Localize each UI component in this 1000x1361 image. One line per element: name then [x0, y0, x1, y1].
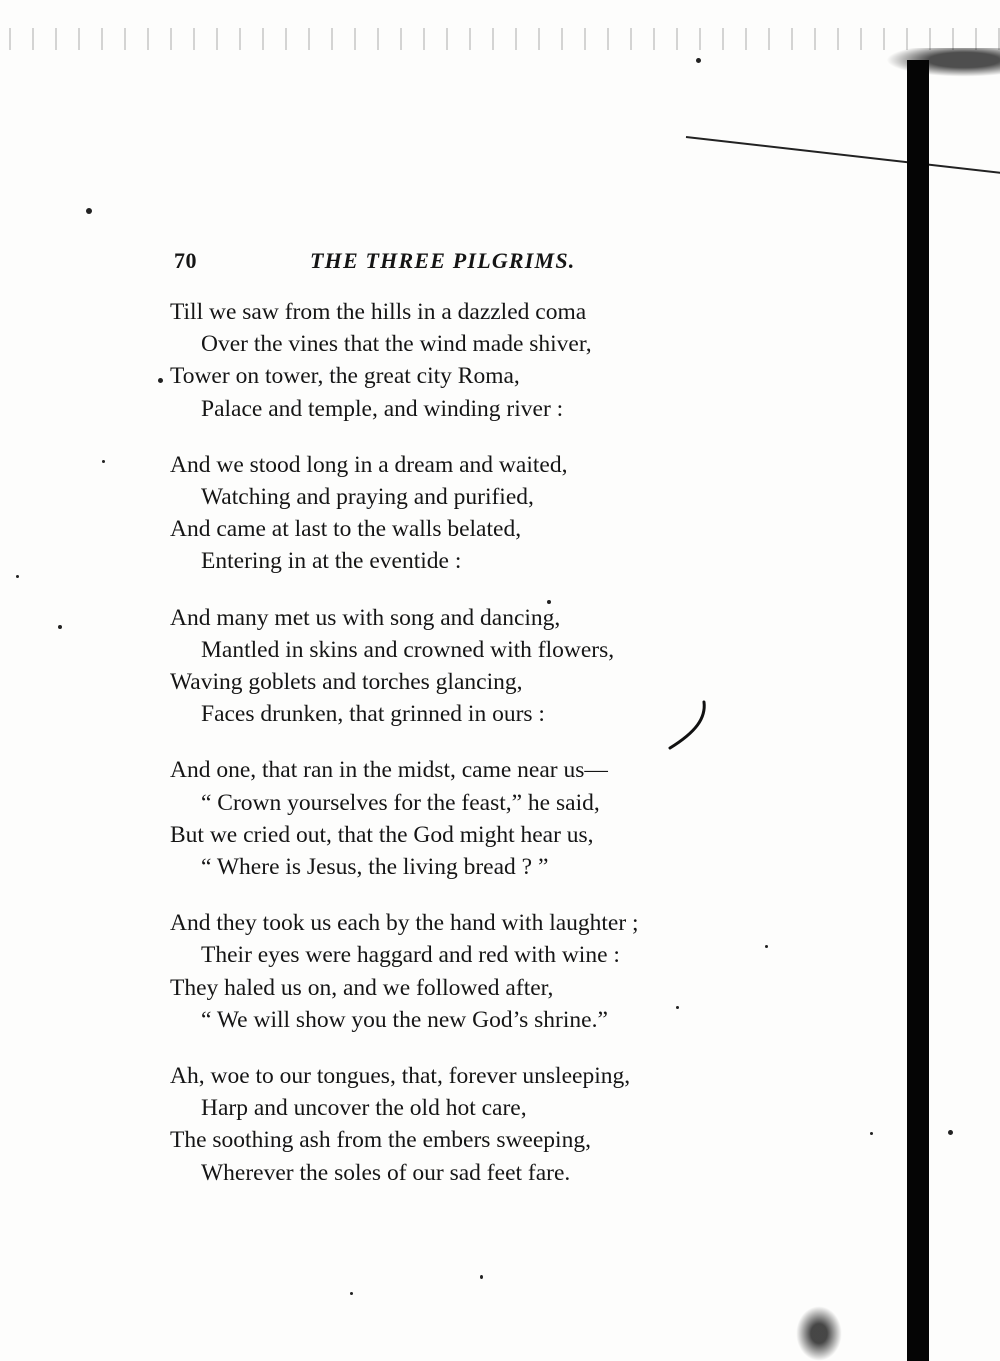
verse-line: Waving goblets and torches glancing, — [170, 669, 523, 696]
verse-line: Wherever the soles of our sad feet fare. — [201, 1159, 571, 1186]
stray-pen-line — [686, 136, 1000, 174]
verse-line: And they took us each by the hand with laughter ; — [170, 910, 639, 937]
verse-line: “ Crown yourselves for the feast,” he said, — [201, 789, 600, 816]
stanza — [170, 754, 770, 883]
speck — [86, 208, 92, 214]
verse-line: Their eyes were haggard and red with wine : — [201, 942, 620, 969]
verse-line: They haled us on, and we followed after, — [170, 974, 554, 1001]
verse-line: And many met us with song and dancing, — [170, 604, 561, 631]
verse-line: Entering in at the eventide : — [201, 548, 462, 575]
verse-line: Faces drunken, that grinned in ours : — [201, 701, 545, 728]
ink-blot-top-right — [880, 48, 1000, 78]
ink-blot-bottom-right — [796, 1306, 842, 1361]
verse-line: Tower on tower, the great city Roma, — [170, 363, 520, 390]
verse-line: Ah, woe to our tongues, that, forever unsleeping, — [170, 1063, 631, 1090]
verse-line: Mantled in skins and crowned with flowers, — [201, 636, 615, 663]
stanza — [170, 602, 770, 731]
verse-line: “ We will show you the new God’s shrine.” — [201, 1006, 608, 1033]
verse-line: And one, that ran in the midst, came near us— — [170, 757, 608, 784]
verse-line: Till we saw from the hills in a dazzled coma — [170, 299, 587, 325]
verse-line: The soothing ash from the embers sweeping, — [170, 1127, 591, 1154]
stanza — [170, 449, 770, 578]
stanza — [170, 296, 770, 425]
speck — [696, 58, 701, 63]
verse-line: And we stood long in a dream and waited, — [170, 451, 568, 478]
speck — [350, 1292, 353, 1295]
speck — [158, 378, 163, 383]
page-header — [0, 248, 1000, 284]
verse-line: Palace and temple, and winding river : — [201, 395, 564, 422]
stanza — [170, 1060, 770, 1189]
scan-noise-top — [0, 28, 1000, 50]
speck — [16, 575, 19, 578]
speck — [870, 1132, 873, 1135]
speck — [948, 1130, 953, 1135]
stanza — [170, 907, 770, 1036]
verse-line: Harp and uncover the old hot care, — [201, 1095, 527, 1122]
speck — [480, 1275, 483, 1279]
verse-line: Over the vines that the wind made shiver, — [201, 331, 592, 358]
speck — [58, 625, 62, 629]
verse-line: “ Where is Jesus, the living bread ? ” — [201, 854, 549, 881]
verse-line: And came at last to the walls belated, — [170, 516, 522, 543]
poem-body — [170, 296, 770, 1213]
running-title: THE THREE PILGRIMS. — [310, 248, 576, 273]
verse-line: Watching and praying and purified, — [201, 484, 534, 511]
verse-line: But we cried out, that the God might hear us, — [170, 821, 594, 848]
page-number: 70 — [174, 248, 197, 273]
speck — [102, 460, 105, 463]
